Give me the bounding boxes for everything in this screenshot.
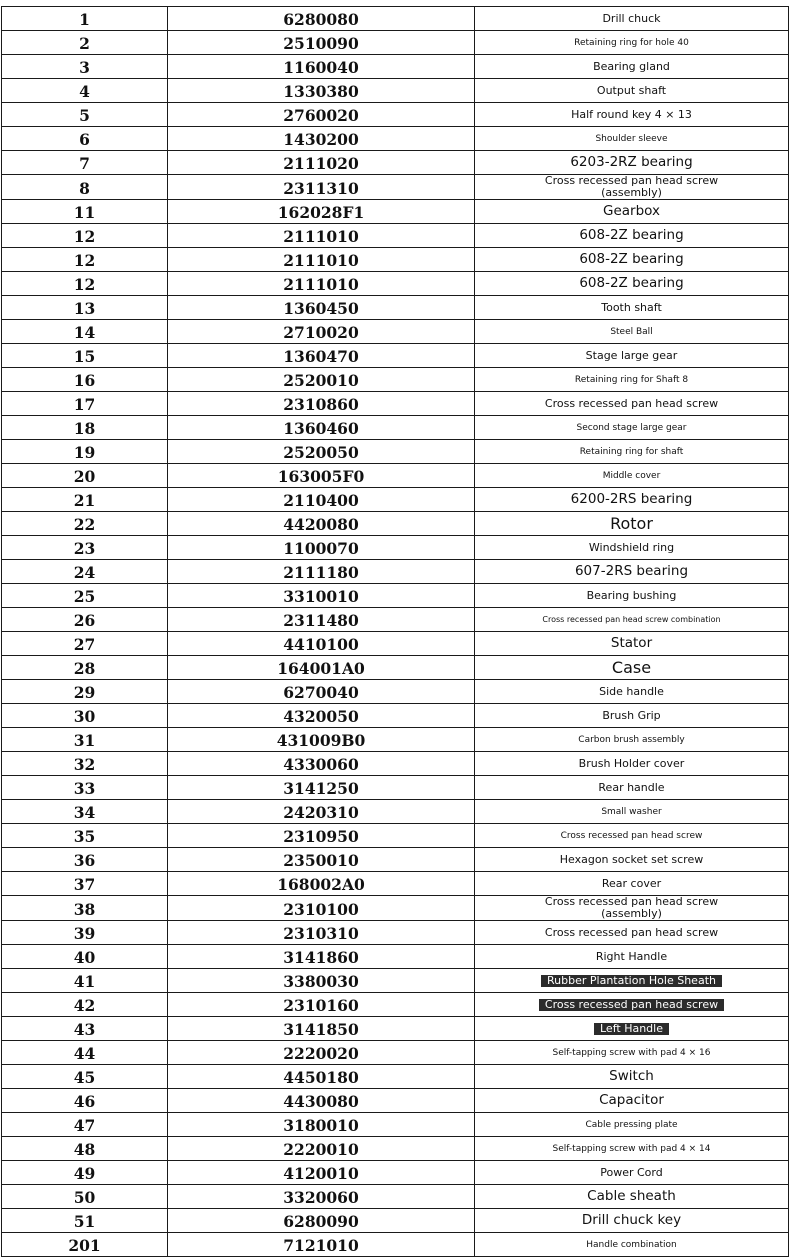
table-row (2, 392, 789, 416)
part-code-cell: 1330380 (168, 79, 475, 103)
table-row (2, 704, 789, 728)
table-row (2, 848, 789, 872)
part-name-label: Bearing bushing (581, 590, 683, 602)
part-code-cell: 4410100 (168, 632, 475, 656)
part-name-label: Right Handle (590, 951, 673, 963)
part-name-label: Shoulder sleeve (589, 134, 673, 144)
part-code-cell: 162028F1 (168, 200, 475, 224)
part-number-cell: 47 (2, 1113, 168, 1137)
table-row (2, 969, 789, 993)
part-number-cell: 18 (2, 416, 168, 440)
part-name-cell (475, 1065, 789, 1089)
part-name-cell (475, 728, 789, 752)
part-code-cell: 2310860 (168, 392, 475, 416)
part-number-cell: 4 (2, 79, 168, 103)
part-code-cell: 2310100 (168, 896, 475, 921)
part-number-cell: 31 (2, 728, 168, 752)
part-name-label: Drill chuck key (576, 1213, 687, 1228)
part-name-label: Self-tapping screw with pad 4 × 16 (546, 1048, 716, 1058)
part-code-cell: 4450180 (168, 1065, 475, 1089)
part-name-cell (475, 1161, 789, 1185)
part-code-cell: 2310160 (168, 993, 475, 1017)
part-name-cell (475, 1185, 789, 1209)
part-code-cell: 431009B0 (168, 728, 475, 752)
part-name-cell (475, 1041, 789, 1065)
part-number-cell: 35 (2, 824, 168, 848)
part-number-cell: 33 (2, 776, 168, 800)
part-name-cell (475, 560, 789, 584)
part-number-cell: 8 (2, 175, 168, 200)
part-name-label: Steel Ball (604, 327, 658, 337)
part-name-label: Hexagon socket set screw (554, 854, 709, 866)
part-name-cell (475, 1089, 789, 1113)
part-name-label: Handle combination (580, 1240, 683, 1250)
part-name-cell (475, 512, 789, 536)
part-code-cell: 2220020 (168, 1041, 475, 1065)
part-code-cell: 2520050 (168, 440, 475, 464)
part-number-cell: 17 (2, 392, 168, 416)
part-code-cell: 163005F0 (168, 464, 475, 488)
part-name-cell (475, 752, 789, 776)
part-code-cell: 4330060 (168, 752, 475, 776)
part-name-cell (475, 969, 789, 993)
part-number-cell: 29 (2, 680, 168, 704)
table-row (2, 752, 789, 776)
table-row (2, 103, 789, 127)
part-name-cell (475, 632, 789, 656)
table-row (2, 224, 789, 248)
part-number-cell: 30 (2, 704, 168, 728)
table-row (2, 945, 789, 969)
part-name-label: Carbon brush assembly (572, 735, 690, 745)
part-number-cell: 46 (2, 1089, 168, 1113)
table-row (2, 151, 789, 175)
part-name-label: Rotor (604, 515, 659, 532)
part-code-cell: 1360470 (168, 344, 475, 368)
part-number-cell: 11 (2, 200, 168, 224)
part-name-label: 608-2Z bearing (573, 228, 689, 243)
part-name-cell (475, 921, 789, 945)
part-name-cell (475, 848, 789, 872)
table-row (2, 464, 789, 488)
part-code-cell: 2420310 (168, 800, 475, 824)
part-name-label: Cross recessed pan head screw (539, 927, 724, 939)
part-code-cell: 4320050 (168, 704, 475, 728)
part-code-cell: 2111020 (168, 151, 475, 175)
part-name-label: Retaining ring for shaft (574, 447, 690, 457)
part-name-cell (475, 584, 789, 608)
part-code-cell: 1100070 (168, 536, 475, 560)
part-number-cell: 15 (2, 344, 168, 368)
part-name-label: Half round key 4 × 13 (565, 109, 698, 121)
part-name-cell (475, 248, 789, 272)
table-row (2, 824, 789, 848)
part-name-label: Drill chuck (596, 13, 666, 25)
part-name-cell (475, 1137, 789, 1161)
part-code-cell: 2350010 (168, 848, 475, 872)
part-number-cell: 13 (2, 296, 168, 320)
part-name-cell (475, 800, 789, 824)
part-code-cell: 4420080 (168, 512, 475, 536)
table-row (2, 632, 789, 656)
part-name-cell (475, 488, 789, 512)
part-number-cell: 201 (2, 1233, 168, 1257)
part-number-cell: 1 (2, 7, 168, 31)
table-row (2, 31, 789, 55)
part-code-cell: 6280080 (168, 7, 475, 31)
part-number-cell: 28 (2, 656, 168, 680)
table-row (2, 560, 789, 584)
table-row (2, 368, 789, 392)
part-name-label: 607-2RS bearing (569, 564, 694, 579)
table-row (2, 1137, 789, 1161)
part-name-cell (475, 945, 789, 969)
part-name-label: Small washer (595, 807, 667, 817)
part-number-cell: 26 (2, 608, 168, 632)
part-name-label: 6200-2RS bearing (565, 492, 699, 507)
part-code-cell: 6280090 (168, 1209, 475, 1233)
part-code-cell: 2111010 (168, 272, 475, 296)
part-name-cell (475, 200, 789, 224)
part-number-cell: 5 (2, 103, 168, 127)
part-name-label: Capacitor (593, 1093, 670, 1108)
part-name-cell (475, 55, 789, 79)
part-name-cell (475, 344, 789, 368)
part-number-cell: 22 (2, 512, 168, 536)
table-row (2, 1233, 789, 1257)
part-number-cell: 32 (2, 752, 168, 776)
part-number-cell: 12 (2, 272, 168, 296)
part-number-cell: 50 (2, 1185, 168, 1209)
table-row (2, 488, 789, 512)
table-row (2, 55, 789, 79)
part-number-cell: 23 (2, 536, 168, 560)
table-row (2, 1089, 789, 1113)
part-code-cell: 164001A0 (168, 656, 475, 680)
part-code-cell: 2710020 (168, 320, 475, 344)
part-number-cell: 48 (2, 1137, 168, 1161)
part-number-cell: 19 (2, 440, 168, 464)
table-row (2, 127, 789, 151)
part-name-cell (475, 79, 789, 103)
part-name-cell (475, 1209, 789, 1233)
part-name-cell (475, 464, 789, 488)
part-name-cell (475, 608, 789, 632)
part-name-cell (475, 368, 789, 392)
part-number-cell: 6 (2, 127, 168, 151)
part-number-cell: 42 (2, 993, 168, 1017)
part-name-label: Retaining ring for Shaft 8 (569, 375, 694, 385)
part-name-label: Windshield ring (583, 542, 680, 554)
part-name-cell (475, 776, 789, 800)
part-code-cell: 2220010 (168, 1137, 475, 1161)
part-code-cell: 2520010 (168, 368, 475, 392)
part-name-label: Rubber Plantation Hole Sheath (541, 975, 722, 987)
part-number-cell: 39 (2, 921, 168, 945)
part-number-cell: 14 (2, 320, 168, 344)
part-name-cell (475, 1017, 789, 1041)
part-name-label: Cross recessed pan head screw (assembly) (531, 175, 733, 199)
part-number-cell: 34 (2, 800, 168, 824)
part-code-cell: 2111010 (168, 224, 475, 248)
part-name-label: Cable sheath (581, 1189, 682, 1204)
part-name-label: Second stage large gear (571, 423, 693, 433)
part-number-cell: 16 (2, 368, 168, 392)
part-code-cell: 3141250 (168, 776, 475, 800)
part-code-cell: 7121010 (168, 1233, 475, 1257)
part-name-cell (475, 872, 789, 896)
part-number-cell: 37 (2, 872, 168, 896)
part-number-cell: 7 (2, 151, 168, 175)
table-row (2, 1209, 789, 1233)
part-code-cell: 3141860 (168, 945, 475, 969)
part-name-label: Retaining ring for hole 40 (568, 38, 695, 48)
part-name-cell (475, 896, 789, 921)
parts-table-body (2, 7, 789, 1257)
part-name-cell (475, 536, 789, 560)
table-row (2, 800, 789, 824)
part-name-cell (475, 7, 789, 31)
part-name-cell (475, 127, 789, 151)
table-row (2, 200, 789, 224)
part-number-cell: 3 (2, 55, 168, 79)
part-name-cell (475, 320, 789, 344)
table-row (2, 872, 789, 896)
part-name-cell (475, 704, 789, 728)
table-row (2, 536, 789, 560)
part-name-cell (475, 440, 789, 464)
table-row (2, 1161, 789, 1185)
parts-table (1, 6, 789, 1257)
part-name-cell (475, 680, 789, 704)
part-code-cell: 168002A0 (168, 872, 475, 896)
part-name-cell (475, 272, 789, 296)
table-row (2, 416, 789, 440)
part-name-label: Cross recessed pan head screw (539, 999, 724, 1011)
table-row (2, 584, 789, 608)
part-name-label: Cross recessed pan head screw (555, 831, 709, 841)
part-name-cell (475, 151, 789, 175)
part-number-cell: 20 (2, 464, 168, 488)
table-row (2, 1041, 789, 1065)
part-name-cell (475, 103, 789, 127)
part-code-cell: 1360450 (168, 296, 475, 320)
part-code-cell: 3310010 (168, 584, 475, 608)
part-code-cell: 2310950 (168, 824, 475, 848)
table-row (2, 272, 789, 296)
part-number-cell: 12 (2, 224, 168, 248)
part-name-cell (475, 224, 789, 248)
table-row (2, 344, 789, 368)
part-name-cell (475, 31, 789, 55)
part-name-label: Cross recessed pan head screw combination (536, 615, 726, 624)
table-row (2, 7, 789, 31)
part-name-cell (475, 416, 789, 440)
part-code-cell: 4430080 (168, 1089, 475, 1113)
table-row (2, 1185, 789, 1209)
part-code-cell: 2510090 (168, 31, 475, 55)
table-row (2, 656, 789, 680)
table-row (2, 728, 789, 752)
part-name-cell (475, 656, 789, 680)
table-row (2, 440, 789, 464)
part-code-cell: 2110400 (168, 488, 475, 512)
part-number-cell: 36 (2, 848, 168, 872)
part-number-cell: 43 (2, 1017, 168, 1041)
part-name-label: Tooth shaft (595, 302, 668, 314)
table-row (2, 320, 789, 344)
part-name-label: 608-2Z bearing (573, 252, 689, 267)
part-name-label: Cross recessed pan head screw (assembly) (531, 896, 733, 920)
table-row (2, 175, 789, 200)
table-row (2, 296, 789, 320)
part-code-cell: 4120010 (168, 1161, 475, 1185)
part-code-cell: 2111180 (168, 560, 475, 584)
part-name-cell (475, 1233, 789, 1257)
part-name-label: Side handle (593, 686, 670, 698)
part-number-cell: 12 (2, 248, 168, 272)
part-number-cell: 45 (2, 1065, 168, 1089)
part-name-label: Gearbox (597, 204, 666, 219)
part-name-label: Rear handle (592, 782, 670, 794)
part-name-cell (475, 175, 789, 200)
part-code-cell: 2310310 (168, 921, 475, 945)
part-number-cell: 49 (2, 1161, 168, 1185)
table-row (2, 776, 789, 800)
part-number-cell: 38 (2, 896, 168, 921)
part-name-cell (475, 392, 789, 416)
part-code-cell: 3141850 (168, 1017, 475, 1041)
table-row (2, 896, 789, 921)
table-row (2, 608, 789, 632)
part-code-cell: 3180010 (168, 1113, 475, 1137)
table-row (2, 512, 789, 536)
part-number-cell: 25 (2, 584, 168, 608)
part-name-cell (475, 296, 789, 320)
part-name-label: Left Handle (594, 1023, 669, 1035)
part-name-cell (475, 824, 789, 848)
part-code-cell: 1360460 (168, 416, 475, 440)
part-code-cell: 2311310 (168, 175, 475, 200)
part-name-label: Switch (603, 1069, 660, 1084)
part-code-cell: 3320060 (168, 1185, 475, 1209)
table-row (2, 680, 789, 704)
table-row (2, 1017, 789, 1041)
part-name-label: Output shaft (591, 85, 672, 97)
table-row (2, 79, 789, 103)
part-name-cell (475, 1113, 789, 1137)
part-code-cell: 1160040 (168, 55, 475, 79)
part-number-cell: 44 (2, 1041, 168, 1065)
part-number-cell: 40 (2, 945, 168, 969)
part-number-cell: 41 (2, 969, 168, 993)
table-row (2, 993, 789, 1017)
part-name-label: Stage large gear (580, 350, 684, 362)
part-name-label: 6203-2RZ bearing (564, 155, 698, 170)
part-code-cell: 1430200 (168, 127, 475, 151)
part-name-label: Brush Grip (596, 710, 666, 722)
part-name-label: Power Cord (594, 1167, 668, 1179)
part-name-label: Middle cover (597, 471, 667, 481)
part-name-cell (475, 993, 789, 1017)
part-number-cell: 24 (2, 560, 168, 584)
table-row (2, 248, 789, 272)
part-name-label: Cable pressing plate (579, 1120, 683, 1130)
part-name-label: Stator (605, 636, 658, 651)
part-code-cell: 2760020 (168, 103, 475, 127)
part-number-cell: 51 (2, 1209, 168, 1233)
part-code-cell: 6270040 (168, 680, 475, 704)
part-number-cell: 21 (2, 488, 168, 512)
part-name-label: Cross recessed pan head screw (539, 398, 724, 410)
part-name-label: Rear cover (596, 878, 667, 890)
part-name-label: Self-tapping screw with pad 4 × 14 (546, 1144, 716, 1154)
part-code-cell: 2311480 (168, 608, 475, 632)
part-code-cell: 3380030 (168, 969, 475, 993)
part-name-label: Brush Holder cover (573, 758, 691, 770)
part-number-cell: 27 (2, 632, 168, 656)
table-row (2, 1065, 789, 1089)
part-name-label: Bearing gland (587, 61, 676, 73)
part-name-label: Case (606, 659, 657, 676)
part-code-cell: 2111010 (168, 248, 475, 272)
table-row (2, 921, 789, 945)
part-number-cell: 2 (2, 31, 168, 55)
part-name-label: 608-2Z bearing (573, 276, 689, 291)
table-row (2, 1113, 789, 1137)
